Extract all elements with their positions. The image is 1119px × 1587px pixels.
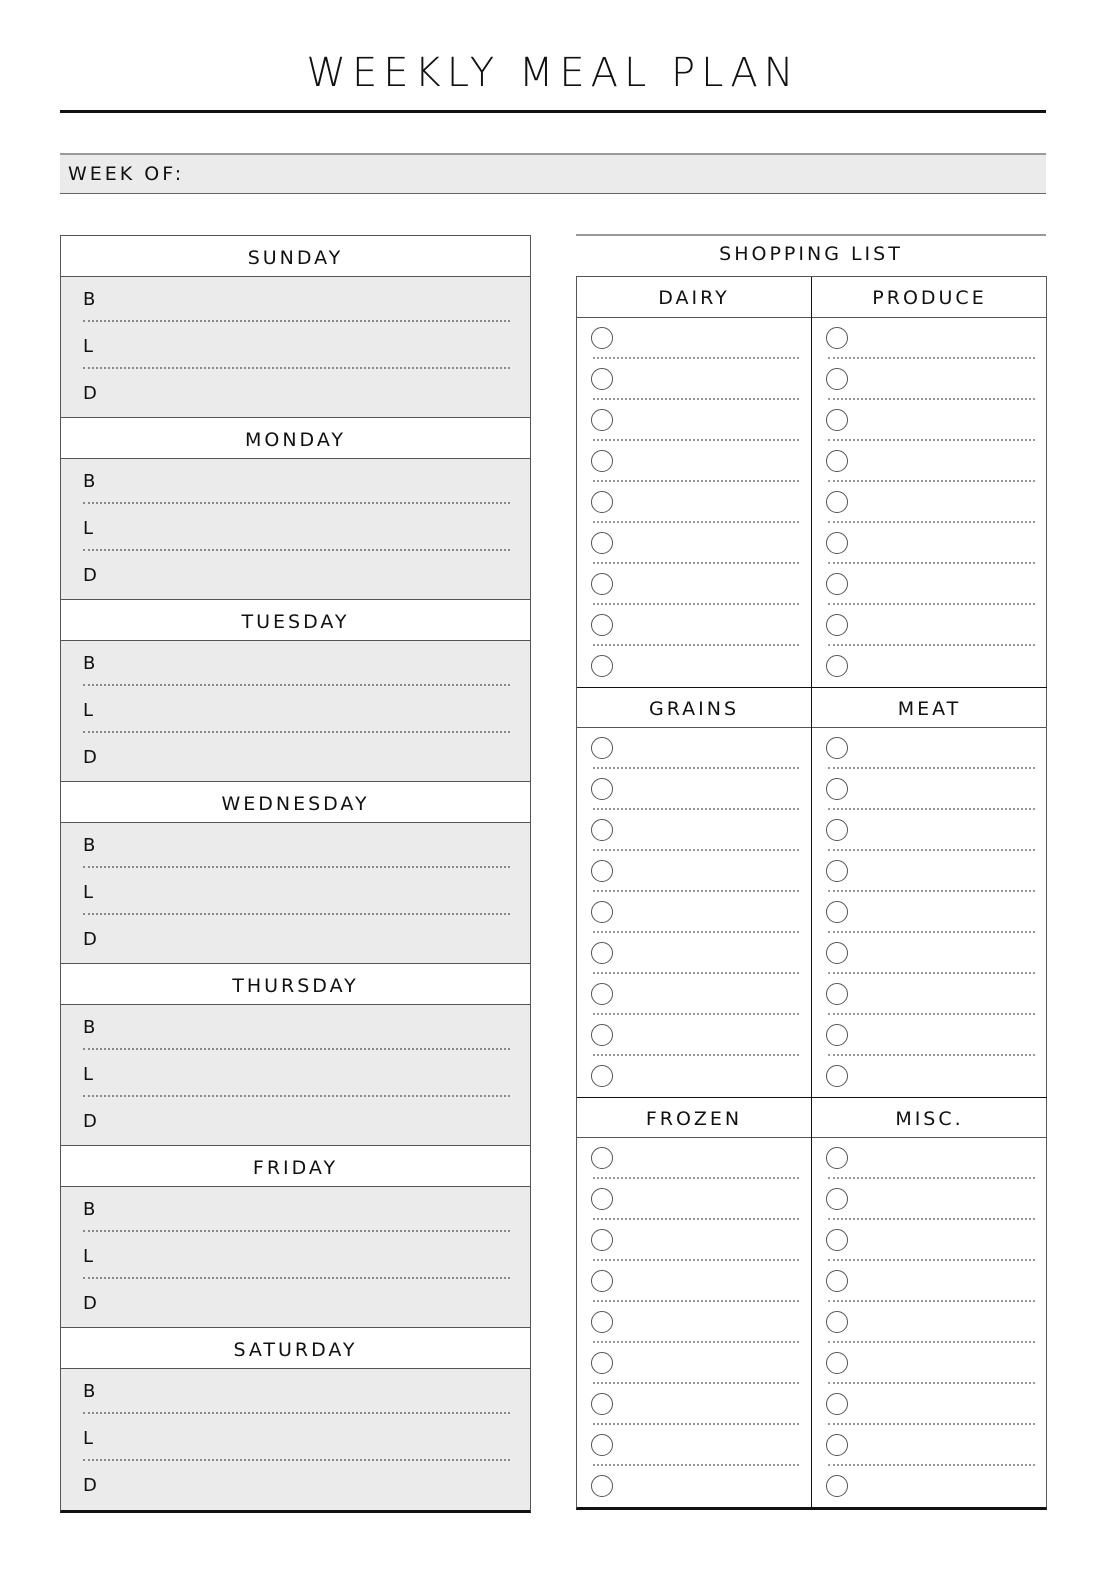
meal-line[interactable]: [83, 324, 510, 371]
checkbox-circle-icon[interactable]: [826, 532, 848, 554]
checkbox-circle-icon[interactable]: [591, 573, 613, 595]
meal-label: D: [83, 383, 97, 404]
day-meals: [61, 277, 530, 418]
shopping-category: [812, 277, 1047, 687]
shopping-item[interactable]: [826, 1302, 1035, 1343]
checkbox-circle-icon[interactable]: [826, 450, 848, 472]
day-header: THURSDAY: [61, 964, 530, 1005]
week-of-label: WEEK OF:: [68, 163, 185, 185]
checkbox-circle-icon[interactable]: [591, 737, 613, 759]
checkbox-circle-icon[interactable]: [591, 1393, 613, 1415]
checkbox-circle-icon[interactable]: [826, 1024, 848, 1046]
checkbox-circle-icon[interactable]: [826, 1311, 848, 1333]
checkbox-circle-icon[interactable]: [591, 860, 613, 882]
checkbox-circle-icon[interactable]: [826, 1475, 848, 1497]
checkbox-circle-icon[interactable]: [591, 614, 613, 636]
shopping-item[interactable]: [591, 1179, 799, 1220]
shopping-item[interactable]: [591, 482, 799, 523]
shopping-item[interactable]: [826, 1220, 1035, 1261]
checkbox-circle-icon[interactable]: [826, 1352, 848, 1374]
day-meals: [61, 459, 530, 600]
shopping-item[interactable]: [591, 1056, 799, 1097]
shopping-item[interactable]: [591, 892, 799, 933]
shopping-category: [812, 1097, 1047, 1507]
shopping-item[interactable]: [826, 1384, 1035, 1425]
meal-label: B: [83, 835, 96, 856]
checkbox-circle-icon[interactable]: [591, 1188, 613, 1210]
category-header: MEAT: [812, 687, 1047, 728]
meal-label: L: [83, 1064, 94, 1085]
shopping-item[interactable]: [591, 1302, 799, 1343]
shopping-item[interactable]: [826, 1261, 1035, 1302]
meal-line[interactable]: [83, 1234, 510, 1281]
checkbox-circle-icon[interactable]: [826, 614, 848, 636]
checkbox-circle-icon[interactable]: [826, 655, 848, 677]
shopping-item[interactable]: [826, 1138, 1035, 1179]
shopping-item[interactable]: [591, 1220, 799, 1261]
shopping-item[interactable]: [591, 974, 799, 1015]
checkbox-circle-icon[interactable]: [591, 1024, 613, 1046]
shopping-item[interactable]: [591, 1384, 799, 1425]
meal-line[interactable]: [83, 641, 510, 688]
shopping-category: [577, 687, 812, 1097]
category-header: PRODUCE: [812, 277, 1047, 318]
shopping-item[interactable]: [591, 646, 799, 687]
shopping-item[interactable]: [826, 1179, 1035, 1220]
meal-line[interactable]: [83, 1187, 510, 1234]
shopping-category: [577, 1097, 812, 1507]
shopping-item[interactable]: [591, 769, 799, 810]
shopping-item[interactable]: [591, 1466, 799, 1507]
shopping-item[interactable]: [826, 605, 1035, 646]
checkbox-circle-icon[interactable]: [826, 1434, 848, 1456]
meal-line[interactable]: [83, 1369, 510, 1416]
shopping-item[interactable]: [826, 400, 1035, 441]
checkbox-circle-icon[interactable]: [591, 532, 613, 554]
checkbox-circle-icon[interactable]: [591, 1475, 613, 1497]
shopping-item[interactable]: [826, 851, 1035, 892]
meal-line[interactable]: [83, 1052, 510, 1099]
meal-line[interactable]: [83, 735, 510, 782]
meal-label: D: [83, 929, 97, 950]
checkbox-circle-icon[interactable]: [591, 1065, 613, 1087]
day-header: WEDNESDAY: [61, 782, 530, 823]
checkbox-circle-icon[interactable]: [826, 983, 848, 1005]
meal-line[interactable]: [83, 1099, 510, 1146]
shopping-item[interactable]: [826, 1343, 1035, 1384]
shopping-item[interactable]: [826, 359, 1035, 400]
shopping-item[interactable]: [591, 851, 799, 892]
meal-label: L: [83, 518, 94, 539]
meal-label: L: [83, 700, 94, 721]
meal-label: B: [83, 1199, 96, 1220]
meal-line[interactable]: [83, 506, 510, 553]
shopping-list: [576, 276, 1047, 1510]
category-header: FROZEN: [577, 1097, 811, 1138]
shopping-item[interactable]: [591, 810, 799, 851]
page-title: WEEKLY MEAL PLAN: [306, 50, 800, 96]
meal-label: B: [83, 653, 96, 674]
meal-line[interactable]: [83, 1281, 510, 1328]
shopping-item[interactable]: [826, 482, 1035, 523]
checkbox-circle-icon[interactable]: [826, 1147, 848, 1169]
meal-label: D: [83, 565, 97, 586]
meal-label: D: [83, 747, 97, 768]
checkbox-circle-icon[interactable]: [826, 860, 848, 882]
meal-label: D: [83, 1293, 97, 1314]
checkbox-circle-icon[interactable]: [591, 901, 613, 923]
week-of-field[interactable]: [60, 153, 1046, 194]
shopping-item[interactable]: [591, 400, 799, 441]
day-header: MONDAY: [61, 418, 530, 459]
shopping-item[interactable]: [826, 523, 1035, 564]
meal-line[interactable]: [83, 870, 510, 917]
shopping-category: [577, 277, 812, 687]
checkbox-circle-icon[interactable]: [826, 1229, 848, 1251]
checkbox-circle-icon[interactable]: [826, 737, 848, 759]
checkbox-circle-icon[interactable]: [591, 655, 613, 677]
day-meals: [61, 1369, 530, 1510]
checkbox-circle-icon[interactable]: [591, 1352, 613, 1374]
category-header: DAIRY: [577, 277, 811, 318]
checkbox-circle-icon[interactable]: [591, 1311, 613, 1333]
shopping-item[interactable]: [591, 605, 799, 646]
day-header: SATURDAY: [61, 1328, 530, 1369]
checkbox-circle-icon[interactable]: [826, 368, 848, 390]
shopping-item[interactable]: [826, 1425, 1035, 1466]
checkbox-circle-icon[interactable]: [591, 1147, 613, 1169]
checkbox-circle-icon[interactable]: [591, 942, 613, 964]
checkbox-circle-icon[interactable]: [591, 368, 613, 390]
shopping-item[interactable]: [591, 933, 799, 974]
checkbox-circle-icon[interactable]: [826, 1393, 848, 1415]
days-column: [60, 235, 531, 1513]
shopping-item[interactable]: [826, 564, 1035, 605]
shopping-item[interactable]: [591, 359, 799, 400]
shopping-item[interactable]: [826, 441, 1035, 482]
day-header: TUESDAY: [61, 600, 530, 641]
meal-label: L: [83, 1246, 94, 1267]
day-block: [61, 236, 530, 418]
checkbox-circle-icon[interactable]: [591, 819, 613, 841]
day-block: [61, 782, 530, 964]
day-block: [61, 1146, 530, 1328]
shopping-item[interactable]: [591, 1138, 799, 1179]
category-header: MISC.: [812, 1097, 1047, 1138]
checkbox-circle-icon[interactable]: [826, 778, 848, 800]
day-meals: [61, 641, 530, 782]
checkbox-circle-icon[interactable]: [826, 1065, 848, 1087]
meal-label: B: [83, 1381, 96, 1402]
meal-line[interactable]: [83, 1005, 510, 1052]
checkbox-circle-icon[interactable]: [826, 573, 848, 595]
meal-label: L: [83, 1428, 94, 1449]
shopping-item[interactable]: [591, 441, 799, 482]
checkbox-circle-icon[interactable]: [591, 491, 613, 513]
checkbox-circle-icon[interactable]: [591, 327, 613, 349]
shopping-item[interactable]: [826, 1056, 1035, 1097]
checkbox-circle-icon[interactable]: [591, 1434, 613, 1456]
checkbox-circle-icon[interactable]: [591, 778, 613, 800]
meal-label: L: [83, 882, 94, 903]
checkbox-circle-icon[interactable]: [826, 327, 848, 349]
shopping-item[interactable]: [826, 1466, 1035, 1507]
shopping-item[interactable]: [826, 892, 1035, 933]
shopping-item[interactable]: [591, 1343, 799, 1384]
meal-label: B: [83, 289, 96, 310]
meal-line[interactable]: [83, 823, 510, 870]
meal-label: D: [83, 1475, 97, 1496]
meal-line[interactable]: [83, 553, 510, 600]
shopping-category: [812, 687, 1047, 1097]
meal-line[interactable]: [83, 459, 510, 506]
shopping-item[interactable]: [826, 728, 1035, 769]
day-meals: [61, 1187, 530, 1328]
meal-line[interactable]: [83, 371, 510, 418]
checkbox-circle-icon[interactable]: [826, 491, 848, 513]
checkbox-circle-icon[interactable]: [826, 942, 848, 964]
shopping-item[interactable]: [591, 728, 799, 769]
shopping-item[interactable]: [826, 810, 1035, 851]
shopping-item[interactable]: [826, 974, 1035, 1015]
shopping-item[interactable]: [826, 646, 1035, 687]
meal-line[interactable]: [83, 277, 510, 324]
day-meals: [61, 823, 530, 964]
meal-line[interactable]: [83, 1416, 510, 1463]
day-block: [61, 964, 530, 1146]
meal-line[interactable]: [83, 917, 510, 964]
shopping-item[interactable]: [826, 933, 1035, 974]
day-block: [61, 600, 530, 782]
day-header: SUNDAY: [61, 236, 530, 277]
shopping-item[interactable]: [591, 318, 799, 359]
checkbox-circle-icon[interactable]: [826, 409, 848, 431]
meal-line[interactable]: [83, 688, 510, 735]
day-block: [61, 418, 530, 600]
day-block: [61, 1328, 530, 1510]
shopping-list-title: SHOPPING LIST: [719, 243, 903, 265]
checkbox-circle-icon[interactable]: [591, 1229, 613, 1251]
checkbox-circle-icon[interactable]: [591, 450, 613, 472]
category-header: GRAINS: [577, 687, 811, 728]
checkbox-circle-icon[interactable]: [826, 1270, 848, 1292]
meal-label: B: [83, 471, 96, 492]
shopping-item[interactable]: [591, 1425, 799, 1466]
meal-label: B: [83, 1017, 96, 1038]
shopping-item[interactable]: [826, 318, 1035, 359]
shopping-item[interactable]: [826, 769, 1035, 810]
shopping-item[interactable]: [591, 523, 799, 564]
checkbox-circle-icon[interactable]: [826, 1188, 848, 1210]
shopping-item[interactable]: [591, 1261, 799, 1302]
meal-label: L: [83, 336, 94, 357]
shopping-divider: [576, 234, 1046, 236]
title-divider: [60, 110, 1046, 113]
day-meals: [61, 1005, 530, 1146]
checkbox-circle-icon[interactable]: [591, 1270, 613, 1292]
checkbox-circle-icon[interactable]: [591, 983, 613, 1005]
checkbox-circle-icon[interactable]: [826, 819, 848, 841]
day-header: FRIDAY: [61, 1146, 530, 1187]
checkbox-circle-icon[interactable]: [826, 901, 848, 923]
shopping-item[interactable]: [826, 1015, 1035, 1056]
meal-line[interactable]: [83, 1463, 510, 1510]
shopping-item[interactable]: [591, 564, 799, 605]
shopping-item[interactable]: [591, 1015, 799, 1056]
checkbox-circle-icon[interactable]: [591, 409, 613, 431]
meal-label: D: [83, 1111, 97, 1132]
